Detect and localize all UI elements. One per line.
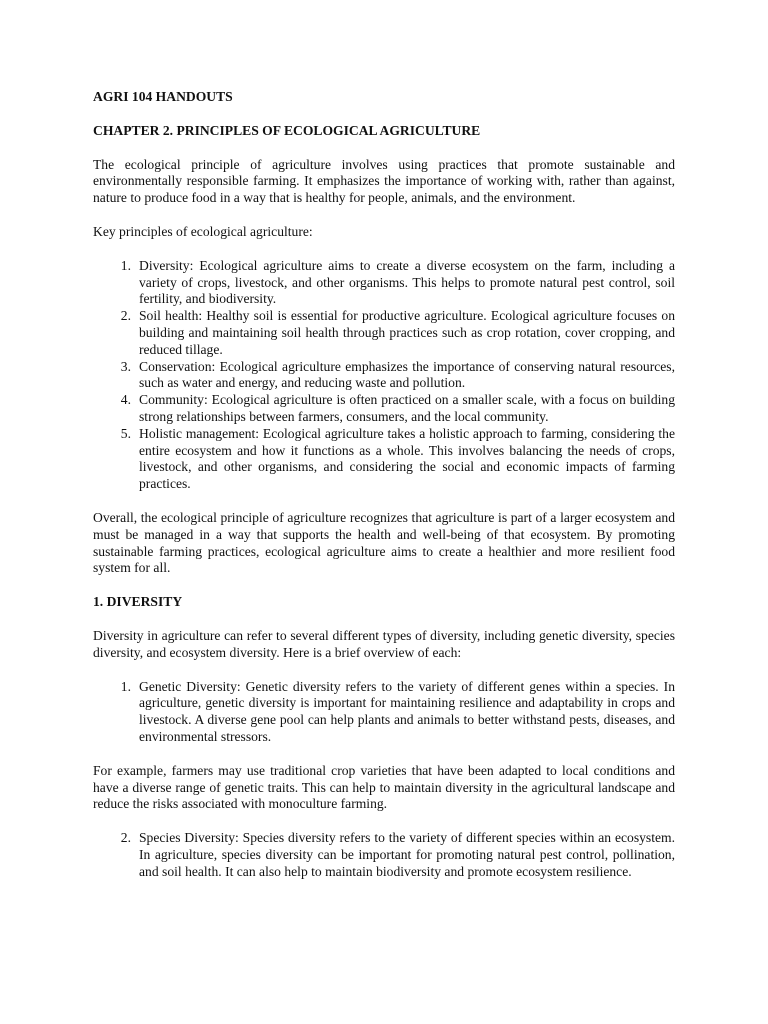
list-number: 2. (120, 830, 131, 846)
diversity-intro: Diversity in agriculture can refer to several different types of diversity, including genetic diversity, species diversity, and ecosystem diversity. Here is a brief overview of each: (93, 627, 675, 660)
key-principles-heading: Key principles of ecological agriculture: (93, 223, 313, 239)
list-number: 1. (120, 678, 131, 694)
example-paragraph: For example, farmers may use traditional crop varieties that have been adapted to local conditions and have a diverse range of genetic traits. This can help to maintain diversity in the agricultural landscape and reduce the risks associated with monoculture farming. (93, 762, 675, 812)
list-number: 5. (120, 425, 131, 441)
chapter-title: CHAPTER 2. PRINCIPLES OF ECOLOGICAL AGRICULTURE (93, 122, 481, 138)
list-text: Community: Ecological agriculture is often practiced on a smaller scale, with a focus on building strong relationships between farmers, consumers, and the local community. (139, 392, 675, 424)
list-text: Species Diversity: Species diversity refers to the variety of different species within an ecosystem. In agriculture, species diversity can be important for promoting natural pest control, pollination, and soil health. It can also help to maintain biodiversity and promote ecosystem resilience. (139, 830, 675, 879)
list-number: 2. (120, 308, 131, 324)
list-text: Conservation: Ecological agriculture emphasizes the importance of conserving natural resources, such as water and energy, and reducing waste and pollution. (139, 358, 675, 391)
list-item (93, 426, 675, 493)
list-text: Diversity: Ecological agriculture aims to create a diverse ecosystem on the farm, including a variety of crops, livestock, and other organisms. This helps to promote natural pest control, soil fertility, and biodiversity. (139, 257, 675, 307)
list-item (93, 258, 675, 308)
diversity-heading: 1. DIVERSITY (93, 594, 183, 610)
species-list (93, 830, 675, 880)
list-number: 1. (120, 257, 131, 273)
list-text: Holistic management: Ecological agriculture takes a holistic approach to farming, considering the entire ecosystem and how it functions as a whole. This involves balancing the needs of crops, livestock, and other organisms, and considering the social and economic impacts of farming practices. (139, 425, 675, 492)
list-text: Soil health: Healthy soil is essential for productive agriculture. Ecological agriculture focuses on building and maintaining soil health through practices such as crop rotation, cover cropping, and reduced tillage. (139, 308, 675, 357)
list-item (93, 359, 675, 393)
list-text: Genetic Diversity: Genetic diversity refers to the variety of different genes within a species. In agriculture, genetic diversity is important for maintaining resilience and adaptability in crops and livestock. A diverse gene pool can help plants and animals to better withstand pests, diseases, and environmental stressors. (139, 678, 675, 744)
genetic-list (93, 679, 675, 746)
list-number: 4. (120, 392, 131, 408)
overall-paragraph: Overall, the ecological principle of agriculture recognizes that agriculture is part of a larger ecosystem and must be managed in a way that supports the health and well-being of that ecosystem. By promoting sustainable farming practices, ecological agriculture aims to create a healthier and more resilient food system for all. (93, 509, 675, 576)
principles-list (93, 258, 675, 493)
list-item (93, 392, 675, 426)
list-number: 3. (120, 358, 131, 374)
document-title: AGRI 104 HANDOUTS (93, 89, 233, 104)
list-item (93, 830, 675, 880)
list-item (93, 308, 675, 358)
list-item (93, 679, 675, 746)
intro-paragraph: The ecological principle of agriculture involves using practices that promote sustainable and environmentally responsible farming. It emphasizes the importance of working with, rather than against, nature to produce food in a way that is healthy for people, animals, and the environment. (93, 156, 675, 206)
document-body (93, 89, 675, 880)
